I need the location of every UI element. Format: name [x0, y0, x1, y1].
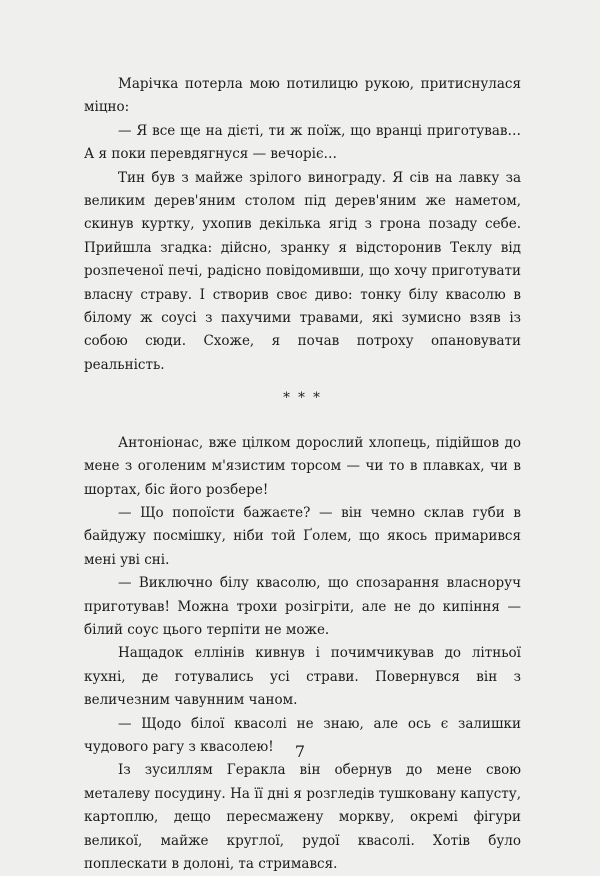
- paragraph: — Я все ще на дієті, ти ж поїж, що вранці приготував… А я поки перевдягнуся — вечоріє…: [84, 122, 521, 163]
- paragraph: — Що попоїсти бажаєте? — він чемно склав губи в байдужу посмішку, ніби той Ґолем, що якось примарився мені уві сні.: [84, 504, 521, 568]
- paragraph: Марічка потерла мою потилицю рукою, притиснулася міцно:: [84, 76, 521, 116]
- paragraph: Із зусиллям Геракла він обернув до мене свою металеву посудину. На її дні я розгледів тушковану капусту, картоплю, дещо пересмажену моркву, окремі фігури великої, майже круглої, рудої квасолі. Хотів було поплескати в долоні, та стримався.: [84, 762, 521, 872]
- paragraph: — Виключно білу квасолю, що спозарання власноруч приготував! Можна трохи розігріти, але не до кипіння — білий соус цього терпіти не може.: [84, 575, 521, 638]
- section-separator: * * *: [283, 390, 322, 407]
- paragraph: — Щодо білої квасолі не знаю, але ось є залишки чудового рагу з квасолею!: [84, 715, 521, 755]
- paragraph: Нащадок еллінів кивнув і почимчикував до літньої кухні, де готувались усі страви. Повернувся він з величезним чавунним чаном.: [84, 645, 521, 709]
- page-number: 7: [294, 742, 306, 761]
- paragraph: Тин був з майже зрілого винограду. Я сів на лавку за великим дерев'яним столом під дерев'яним же наметом, скинув куртку, ухопив декілька ягід з грона позаду себе. Прийшла згадка: дійсно, зранку я відсторонив Теклу від розпеченої печі, радісно повідомивши, що хочу приготувати власну страву. І створив своє диво: тонку білу квасолю в білому ж соусі з пахучими травами, які зумисно взяв із собою сюди. Схоже, я почав потроху опановувати реальність.: [84, 169, 521, 373]
- paragraph: Антоніонас, вже цілком дорослий хлопець, підійшов до мене з оголеним м'язистим торсом — чи то в плавках, чи в шортах, біс його розбере!: [84, 434, 521, 498]
